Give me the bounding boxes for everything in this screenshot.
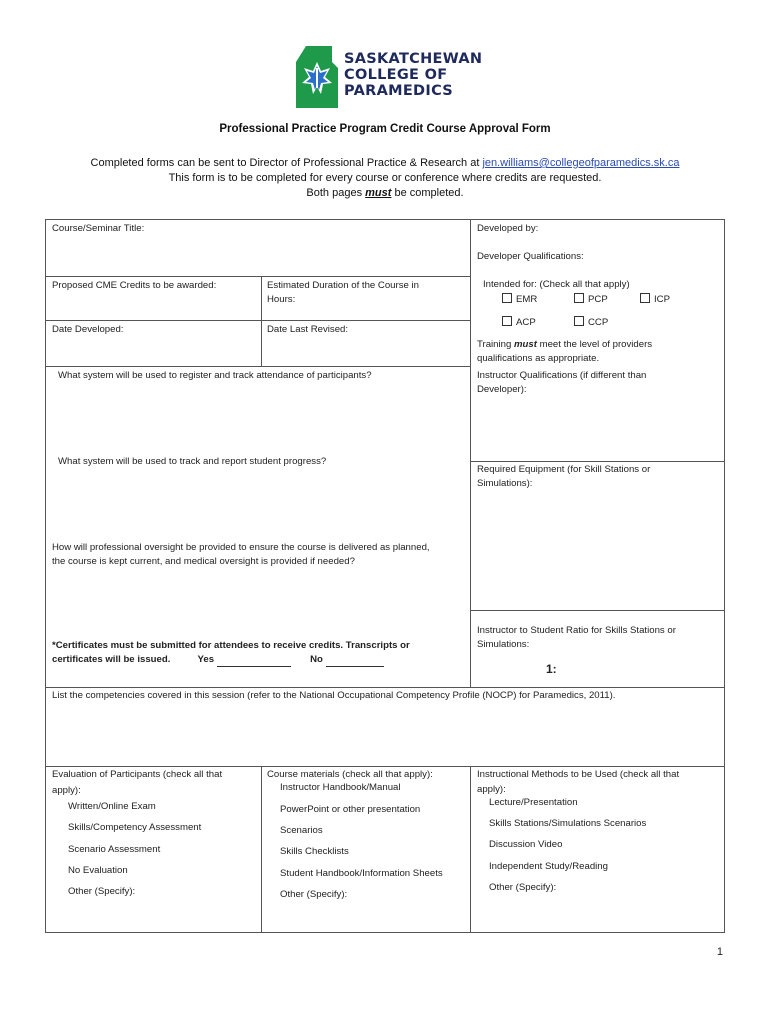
training-note: Training must meet the level of providers qualifications as appropriate. <box>477 339 653 364</box>
ratio-label: Instructor to Student Ratio for Skills Stations or Simulations: <box>477 625 676 650</box>
yes-blank[interactable] <box>217 657 291 667</box>
checkbox-icp[interactable]: ICP <box>640 293 670 307</box>
eval-item[interactable]: Scenario Assessment <box>68 844 161 855</box>
college-logo <box>292 44 482 110</box>
method-item[interactable]: Independent Study/Reading <box>489 861 608 872</box>
cme-credits-label: Proposed CME Credits to be awarded: <box>52 280 217 291</box>
checkbox-pcp[interactable]: PCP <box>574 293 608 307</box>
saskatchewan-province-icon <box>292 44 342 110</box>
material-item[interactable]: Skills Checklists <box>280 846 349 857</box>
developer-qualifications-label: Developer Qualifications: <box>477 251 584 262</box>
checkbox-icon <box>574 316 584 326</box>
progress-question: What system will be used to track and report student progress? <box>58 456 327 467</box>
register-question: What system will be used to register and track attendance of participants? <box>58 370 372 381</box>
methods-title: Instructional Methods to be Used (check all that apply): <box>477 769 680 795</box>
checkbox-icon <box>502 293 512 303</box>
logo-wordmark: SASKATCHEWAN COLLEGE OF PARAMEDICS <box>344 51 483 99</box>
checkbox-emr[interactable]: EMR <box>502 293 537 307</box>
ratio-value: 1: <box>546 662 557 676</box>
page-number: 1 <box>716 946 723 958</box>
checkbox-ccp[interactable]: CCP <box>574 316 608 330</box>
required-equipment-label: Required Equipment (for Skill Stations or Simulations): <box>477 464 651 489</box>
method-item[interactable]: Skills Stations/Simulations Scenarios <box>489 818 647 829</box>
eval-item[interactable]: No Evaluation <box>68 865 128 876</box>
date-revised-label: Date Last Revised: <box>267 324 349 335</box>
eval-item[interactable]: Skills/Competency Assessment <box>68 822 202 833</box>
evaluation-title: Evaluation of Participants (check all that apply): <box>52 769 223 796</box>
material-item[interactable]: Instructor Handbook/Manual <box>280 782 401 793</box>
intended-for-label: Intended for: (Check all that apply) <box>483 279 630 290</box>
form-title: Professional Practice Program Credit Course Approval Form <box>219 123 551 135</box>
no-blank[interactable] <box>326 657 384 667</box>
oversight-question: How will professional oversight be provided to ensure the course is delivered as planned, the course is kept current, and medical oversight is provided if needed? <box>52 542 430 567</box>
material-item[interactable]: PowerPoint or other presentation <box>280 804 421 815</box>
certificates-note: *Certificates must be submitted for attendees to receive credits. Transcripts or certificates will be issued. Yes No <box>52 640 410 665</box>
checkbox-icon <box>502 316 512 326</box>
method-item[interactable]: Discussion Video <box>489 839 563 850</box>
eval-item[interactable]: Other (Specify): <box>68 886 136 897</box>
course-title-label: Course/Seminar Title: <box>52 223 145 234</box>
method-item[interactable]: Other (Specify): <box>489 882 557 893</box>
checkbox-icon <box>574 293 584 303</box>
intro-line-2: This form is to be completed for every course or conference where credits are requested. <box>168 172 602 184</box>
competencies-label: List the competencies covered in this session (refer to the National Occupational Competency Profile (NOCP) for Paramedics, 2011). <box>52 690 616 701</box>
email-link[interactable]: jen.williams@collegeofparamedics.sk.ca <box>482 157 680 169</box>
material-item[interactable]: Scenarios <box>280 825 323 836</box>
material-item[interactable]: Student Handbook/Information Sheets <box>280 868 443 879</box>
estimated-duration-label: Estimated Duration of the Course in Hours: <box>267 280 419 305</box>
checkbox-acp[interactable]: ACP <box>502 316 536 330</box>
materials-title: Course materials (check all that apply): <box>267 769 433 780</box>
intro-line-3: Both pages must be completed. <box>306 187 464 199</box>
intro-line-1: Completed forms can be sent to Director of Professional Practice & Research at jen.williams@collegeofparamedics.sk.ca <box>90 157 680 169</box>
material-item[interactable]: Other (Specify): <box>280 889 348 900</box>
eval-item[interactable]: Written/Online Exam <box>68 801 156 812</box>
instructor-qualifications-label: Instructor Qualifications (if different than Developer): <box>477 370 647 395</box>
method-item[interactable]: Lecture/Presentation <box>489 797 578 808</box>
developed-by-label: Developed by: <box>477 223 539 234</box>
checkbox-icon <box>640 293 650 303</box>
date-developed-label: Date Developed: <box>52 324 124 335</box>
